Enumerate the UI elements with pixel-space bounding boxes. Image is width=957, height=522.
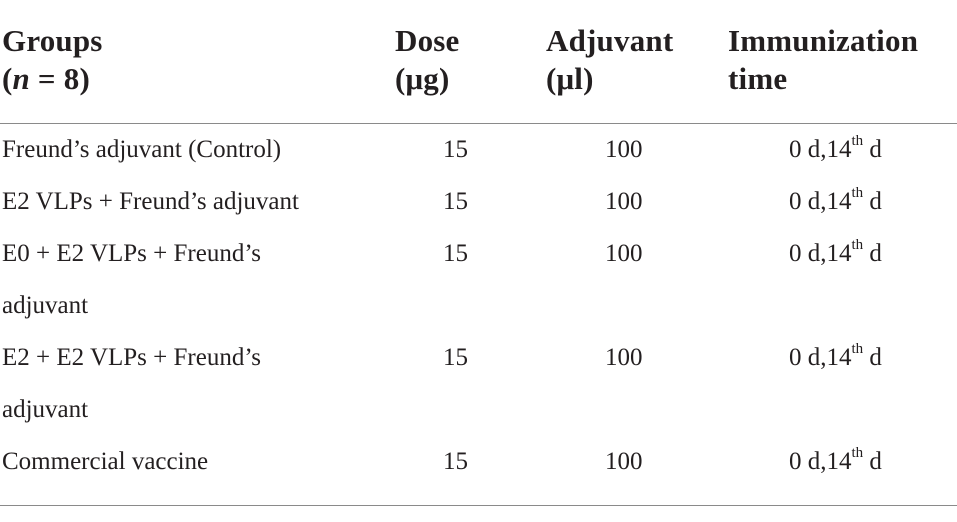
time-ordinal-suffix: th — [851, 341, 864, 357]
cell-dose: 15 — [443, 188, 468, 215]
cell-immunization-time — [789, 436, 882, 488]
cell-group — [2, 228, 382, 332]
time-value: 0 d,14 — [789, 344, 852, 371]
cell-group — [2, 124, 382, 176]
cell-adjuvant: 100 — [605, 448, 643, 475]
cell-group-line: E0 + E2 VLPs + Freund’s — [2, 240, 261, 267]
cell-group-line: Freund’s adjuvant (Control) — [2, 136, 282, 163]
cell-immunization-time — [789, 332, 882, 384]
header-groups-line1: Groups — [2, 23, 103, 58]
cell-group — [2, 176, 382, 228]
header-groups-count: = 8) — [29, 61, 90, 96]
time-value: 0 d,14 — [789, 136, 852, 163]
header-groups-line2 — [2, 60, 103, 98]
cell-group — [2, 332, 382, 436]
cell-group-line: E2 + E2 VLPs + Freund’s — [2, 344, 261, 371]
cell-immunization-time — [789, 124, 882, 176]
time-unit: d — [863, 240, 882, 267]
header-immunization-line1: Immunization — [728, 23, 919, 58]
cell-dose: 15 — [443, 448, 468, 475]
time-unit: d — [863, 188, 882, 215]
time-ordinal-suffix: th — [851, 185, 864, 201]
cell-group — [2, 436, 382, 488]
header-groups-open: ( — [2, 61, 13, 96]
header-groups-n: n — [12, 61, 30, 96]
cell-adjuvant: 100 — [605, 136, 643, 163]
table-bottom-rule — [0, 505, 957, 506]
time-value: 0 d,14 — [789, 240, 852, 267]
time-value: 0 d,14 — [789, 188, 852, 215]
time-ordinal-suffix: th — [851, 445, 864, 461]
time-unit: d — [863, 448, 882, 475]
cell-dose: 15 — [443, 136, 468, 163]
cell-dose: 15 — [443, 344, 468, 371]
cell-adjuvant: 100 — [605, 240, 643, 267]
header-dose-line2: (μg) — [395, 61, 450, 96]
time-ordinal-suffix: th — [851, 237, 864, 253]
header-dose — [395, 22, 460, 98]
time-unit: d — [863, 136, 882, 163]
cell-adjuvant: 100 — [605, 344, 643, 371]
header-adjuvant — [546, 22, 673, 98]
time-ordinal-suffix: th — [851, 133, 864, 149]
time-value: 0 d,14 — [789, 448, 852, 475]
cell-dose: 15 — [443, 240, 468, 267]
table-header-row — [0, 22, 957, 112]
cell-immunization-time — [789, 228, 882, 280]
header-dose-line1: Dose — [395, 23, 460, 58]
header-immunization-line2: time — [728, 61, 788, 96]
cell-immunization-time — [789, 176, 882, 228]
header-groups — [2, 22, 103, 98]
header-adjuvant-line2: (μl) — [546, 61, 594, 96]
header-adjuvant-line1: Adjuvant — [546, 23, 674, 58]
cell-adjuvant: 100 — [605, 188, 643, 215]
cell-group-line: Commercial vaccine — [2, 448, 209, 475]
time-unit: d — [863, 344, 882, 371]
header-immunization-time — [728, 22, 918, 98]
cell-group-line: adjuvant — [2, 292, 89, 319]
cell-group-line: adjuvant — [2, 396, 89, 423]
cell-group-line: E2 VLPs + Freund’s adjuvant — [2, 188, 299, 215]
